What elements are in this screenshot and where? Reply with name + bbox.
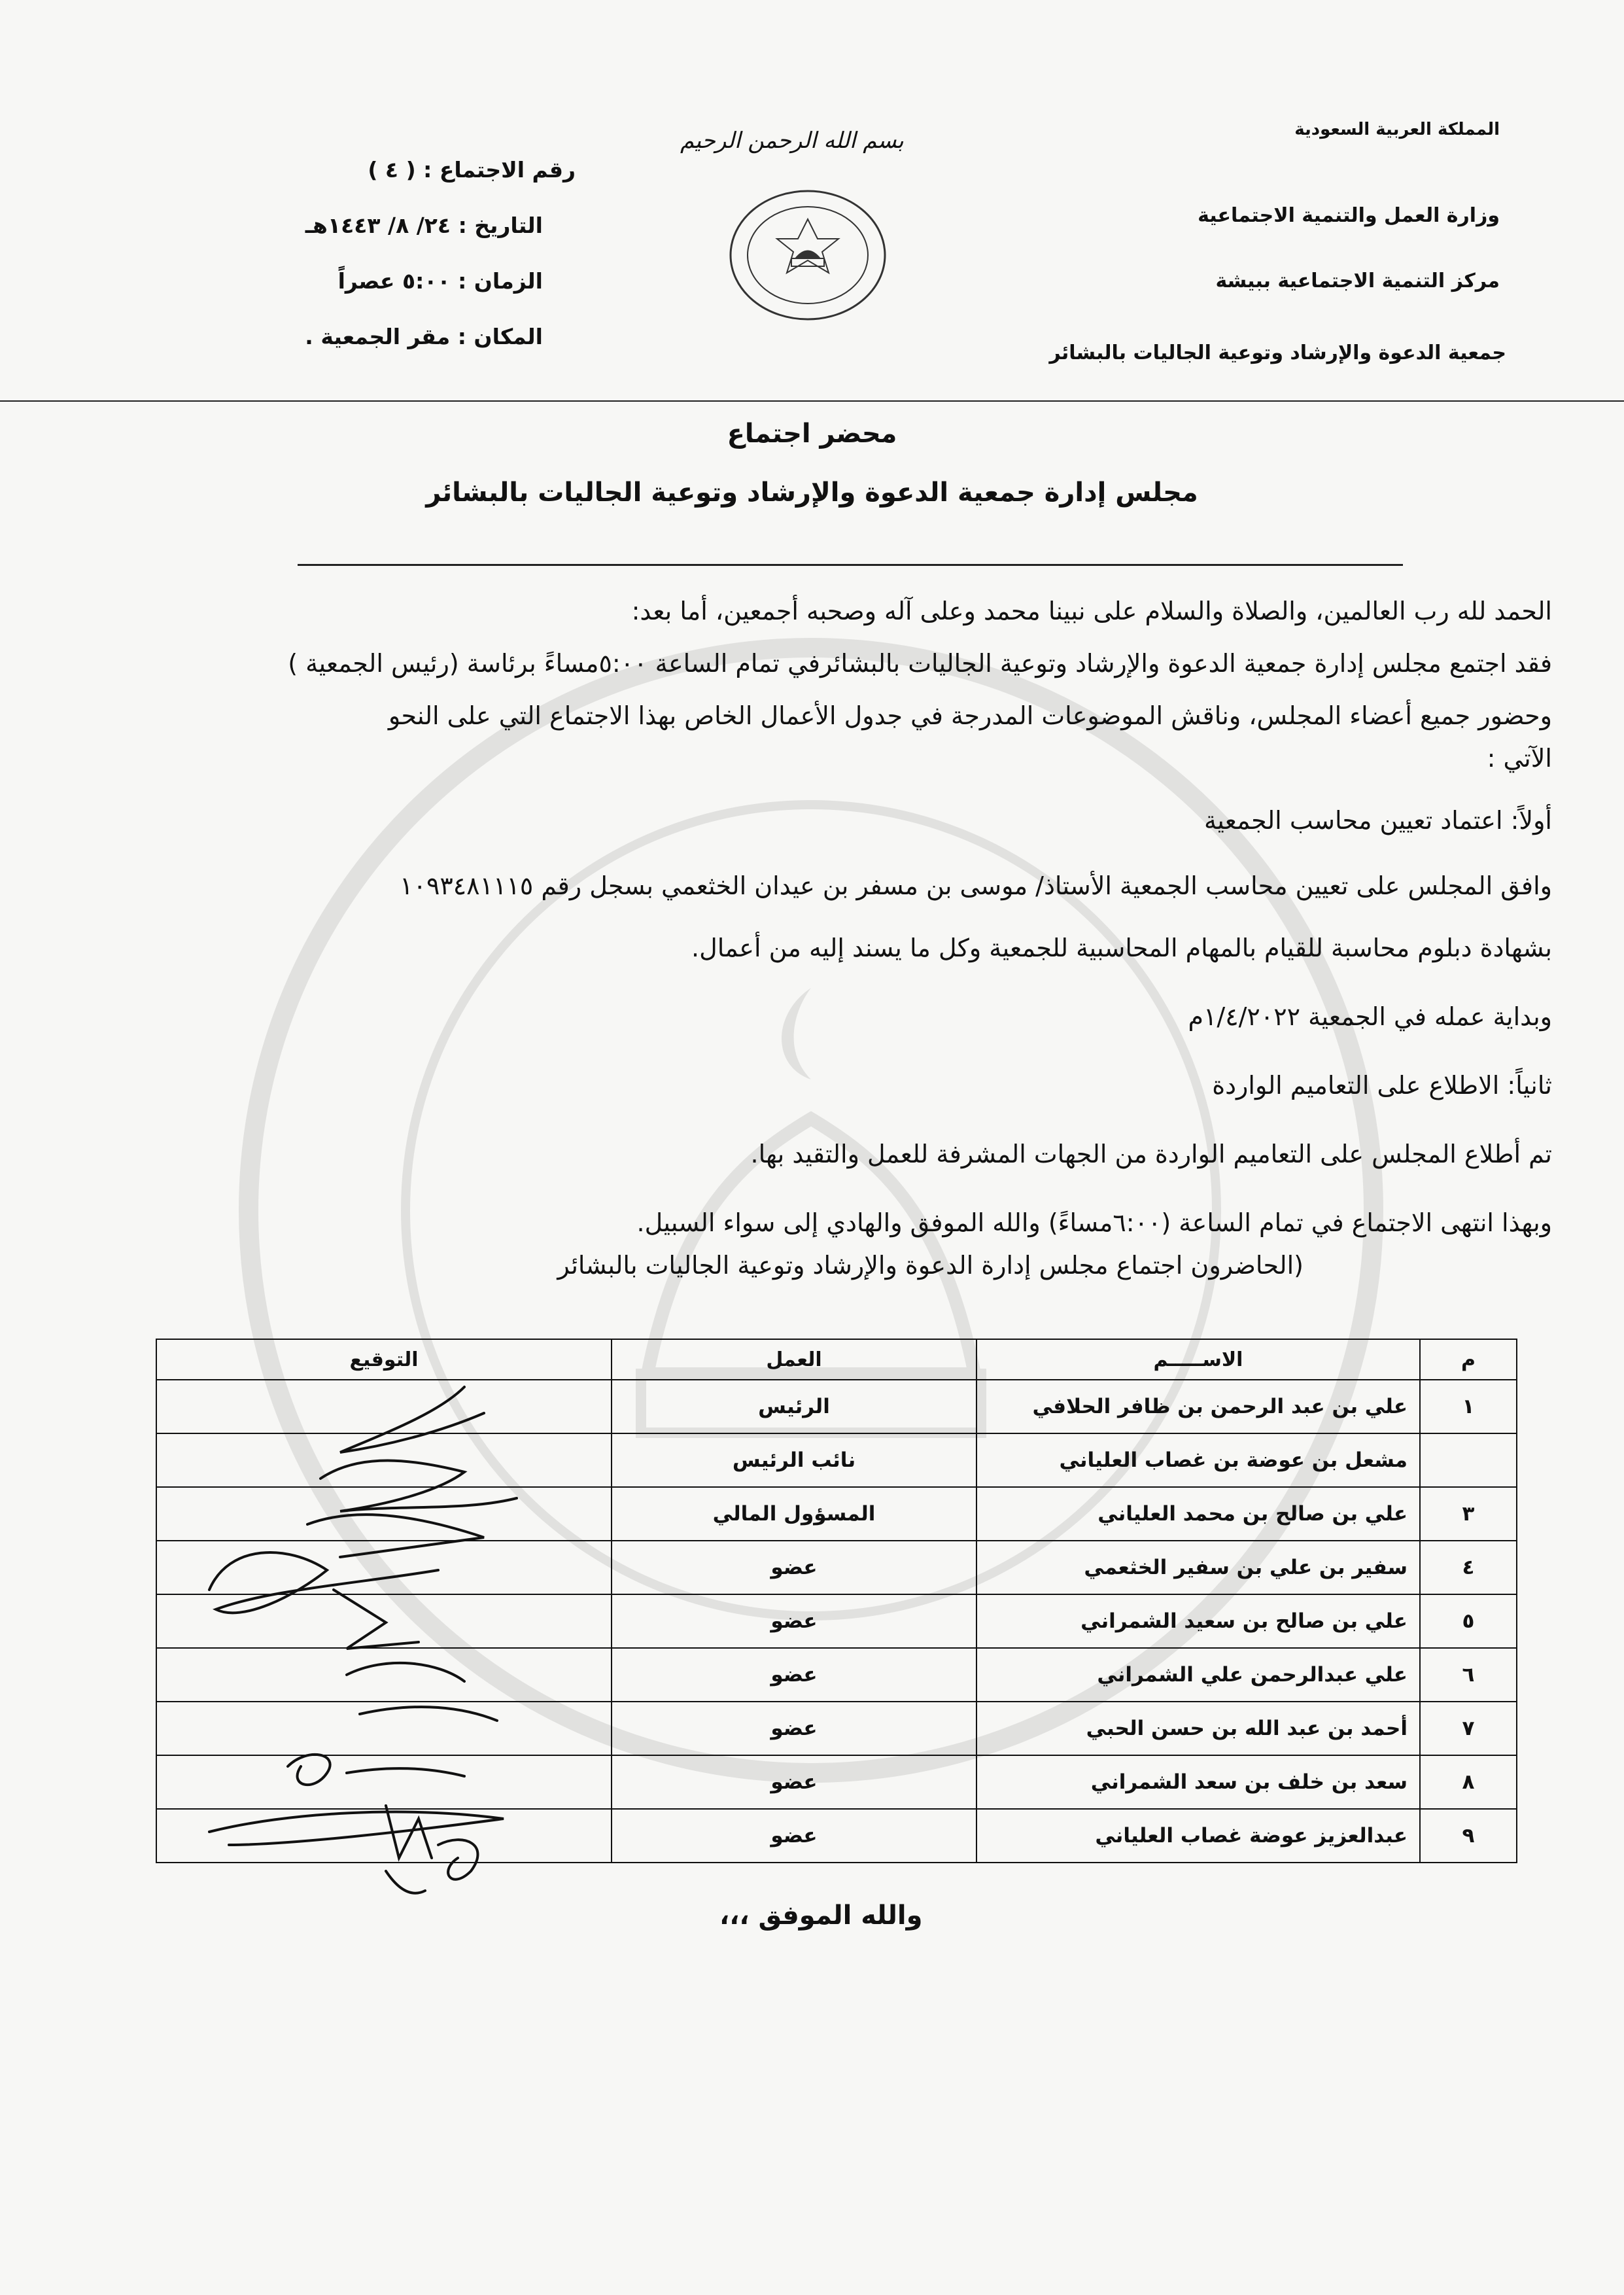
row-job: عضو bbox=[612, 1702, 976, 1755]
row-num: ٩ bbox=[1420, 1809, 1517, 1863]
bismillah: بسم الله الرحمن الرحيم bbox=[680, 128, 904, 154]
title-underline bbox=[298, 564, 1403, 566]
item-one-decision: وافق المجلس على تعيين محاسب الجمعية الأستاذ/ موسى بن مسفر بن عيدان الخثعمي بسجل رقم ١٠٩٣٤٨١١١٥ bbox=[400, 871, 1552, 900]
row-num: ٦ bbox=[1420, 1648, 1517, 1702]
row-name: سفير بن علي بن سفير الخثعمي bbox=[976, 1541, 1420, 1594]
row-name: علي عبدالرحمن علي الشمراني bbox=[976, 1648, 1420, 1702]
row-num bbox=[1420, 1433, 1517, 1487]
row-job: عضو bbox=[612, 1809, 976, 1863]
row-job: عضو bbox=[612, 1648, 976, 1702]
association-logo bbox=[726, 186, 890, 324]
agenda-item-one: أولاً: اعتماد تعيين محاسب الجمعية bbox=[1203, 806, 1552, 835]
document-title: محضر اجتماع bbox=[727, 419, 897, 449]
row-job: الرئيس bbox=[612, 1380, 976, 1433]
header-separator bbox=[0, 400, 1624, 402]
row-name: سعد بن خلف بن سعد الشمراني bbox=[976, 1755, 1420, 1809]
item-one-start-date: وبداية عمله في الجمعية ١/٤/٢٠٢٢م bbox=[1188, 1002, 1552, 1031]
row-num: ٥ bbox=[1420, 1594, 1517, 1648]
attendees-caption: (الحاضرون اجتماع مجلس إدارة الدعوة والإرشاد وتوعية الجاليات بالبشائر bbox=[557, 1251, 1304, 1280]
row-name: علي بن عبد الرحمن بن ظافر الحلافي bbox=[976, 1380, 1420, 1433]
header-line-kingdom: المملكة العربية السعودية bbox=[1294, 120, 1500, 139]
row-name: علي بن صالح بن محمد العلياني bbox=[976, 1487, 1420, 1541]
meeting-intro-continued: وحضور جميع أعضاء المجلس، وناقش الموضوعات المدرجة في جدول الأعمال الخاص بهذا الاجتماع التي على النحو bbox=[388, 701, 1552, 730]
row-name: علي بن صالح بن سعيد الشمراني bbox=[976, 1594, 1420, 1648]
row-name: عبدالعزيز عوضة غصاب العلياني bbox=[976, 1809, 1420, 1863]
handwritten-signatures bbox=[190, 1374, 582, 1910]
board-title: مجلس إدارة جمعية الدعوة والإرشاد وتوعية الجاليات بالبشائر bbox=[426, 478, 1198, 508]
header-line-ministry: وزارة العمل والتنمية الاجتماعية bbox=[1198, 204, 1500, 227]
header-job: العمل bbox=[612, 1339, 976, 1380]
item-two-decision: تم أطلاع المجلس على التعاميم الواردة من الجهات المشرفة للعمل والتقيد بها. bbox=[750, 1140, 1552, 1168]
row-name: مشعل بن عوضة بن غصاب العلياني bbox=[976, 1433, 1420, 1487]
meeting-intro: فقد اجتمع مجلس إدارة جمعية الدعوة والإرشاد وتوعية الجاليات بالبشائرفي تمام الساعة ٥:٠٠مساءً برئاسة (رئيس الجمعية ) bbox=[288, 649, 1552, 678]
row-job: عضو bbox=[612, 1594, 976, 1648]
header-num: م bbox=[1420, 1339, 1517, 1380]
row-job: المسؤول المالي bbox=[612, 1487, 976, 1541]
item-one-decision-continued: بشهادة دبلوم محاسبة للقيام بالمهام المحاسبية للجمعية وكل ما يسند إليه من أعمال. bbox=[691, 934, 1552, 962]
row-job: عضو bbox=[612, 1541, 976, 1594]
meeting-number: رقم الاجتماع : ( ٤ ) bbox=[368, 157, 576, 183]
header-line-association: جمعية الدعوة والإرشاد وتوعية الجاليات بالبشائر bbox=[1049, 342, 1506, 364]
row-name: أحمد بن عبد الله بن حسن الحبي bbox=[976, 1702, 1420, 1755]
header-signature: التوقيع bbox=[156, 1339, 612, 1380]
meeting-date: التاريخ : ٢٤/ ٨/ ١٤٤٣هـ bbox=[305, 213, 543, 238]
meeting-place: المكان : مقر الجمعية . bbox=[305, 324, 543, 349]
opening-praise: الحمد لله رب العالمين، والصلاة والسلام على نبينا محمد وعلى آله وصحبه أجمعين، أما بعد: bbox=[631, 597, 1552, 625]
meeting-closing-line: وبهذا انتهى الاجتماع في تمام الساعة (٦:٠٠مساءً) والله الموفق والهادي إلى سواء السبيل. bbox=[636, 1208, 1552, 1237]
closing-phrase: والله الموفق ،،، bbox=[719, 1901, 923, 1931]
row-num: ٤ bbox=[1420, 1541, 1517, 1594]
header-line-center: مركز التنمية الاجتماعية ببيشة bbox=[1215, 270, 1500, 292]
agenda-item-two: ثانياً: الاطلاع على التعاميم الواردة bbox=[1212, 1071, 1552, 1100]
row-num: ٧ bbox=[1420, 1702, 1517, 1755]
row-job: نائب الرئيس bbox=[612, 1433, 976, 1487]
meeting-time: الزمان : ٥:٠٠ عصراً bbox=[337, 268, 543, 294]
header-name: الاســـــم bbox=[976, 1339, 1420, 1380]
meeting-intro-end: الآتي : bbox=[1487, 744, 1552, 773]
row-job: عضو bbox=[612, 1755, 976, 1809]
row-num: ١ bbox=[1420, 1380, 1517, 1433]
minutes-body bbox=[67, 592, 1552, 1312]
row-num: ٨ bbox=[1420, 1755, 1517, 1809]
row-num: ٣ bbox=[1420, 1487, 1517, 1541]
